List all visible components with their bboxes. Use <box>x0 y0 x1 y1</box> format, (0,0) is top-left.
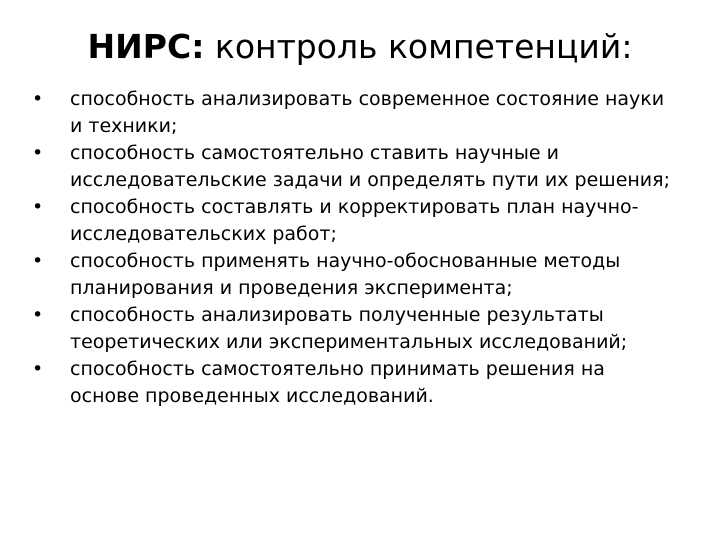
list-item-text <box>70 356 692 410</box>
list-item-line: способность анализировать полученные результаты <box>70 304 604 326</box>
competency-list <box>32 86 692 410</box>
list-item <box>32 86 692 140</box>
bullet-icon: • <box>32 196 44 218</box>
list-item-line: способность анализировать современное состояние науки <box>70 88 665 110</box>
list-item-text <box>70 302 692 356</box>
list-item-line: способность применять научно-обоснованные методы <box>70 250 621 272</box>
list-item-line: теоретических или экспериментальных исследований; <box>70 331 628 353</box>
bullet-icon: • <box>32 358 44 380</box>
list-item-text <box>70 86 692 140</box>
list-item-line: и техники; <box>70 115 178 137</box>
bullet-icon: • <box>32 88 44 110</box>
bullet-icon: • <box>32 142 44 164</box>
list-item-text <box>70 194 692 248</box>
slide-title-bold: НИРС: <box>87 27 205 66</box>
slide-title <box>0 24 720 70</box>
slide-title-rest: контроль компетенций: <box>204 27 633 66</box>
list-item-line: исследовательских работ; <box>70 223 337 245</box>
list-item-line: способность самостоятельно ставить научные и <box>70 142 559 164</box>
list-item-text <box>70 248 692 302</box>
list-item <box>32 248 692 302</box>
list-item-line: планирования и проведения эксперимента; <box>70 277 513 299</box>
bullet-icon: • <box>32 250 44 272</box>
list-item <box>32 140 692 194</box>
list-item <box>32 194 692 248</box>
list-item-line: основе проведенных исследований. <box>70 385 434 407</box>
list-item-line: способность самостоятельно принимать решения на <box>70 358 605 380</box>
list-item-line: способность составлять и корректировать план научно- <box>70 196 639 218</box>
list-item-text <box>70 140 692 194</box>
list-item <box>32 302 692 356</box>
list-item <box>32 356 692 410</box>
list-item-line: исследовательские задачи и определять пути их решения; <box>70 169 670 191</box>
bullet-icon: • <box>32 304 44 326</box>
